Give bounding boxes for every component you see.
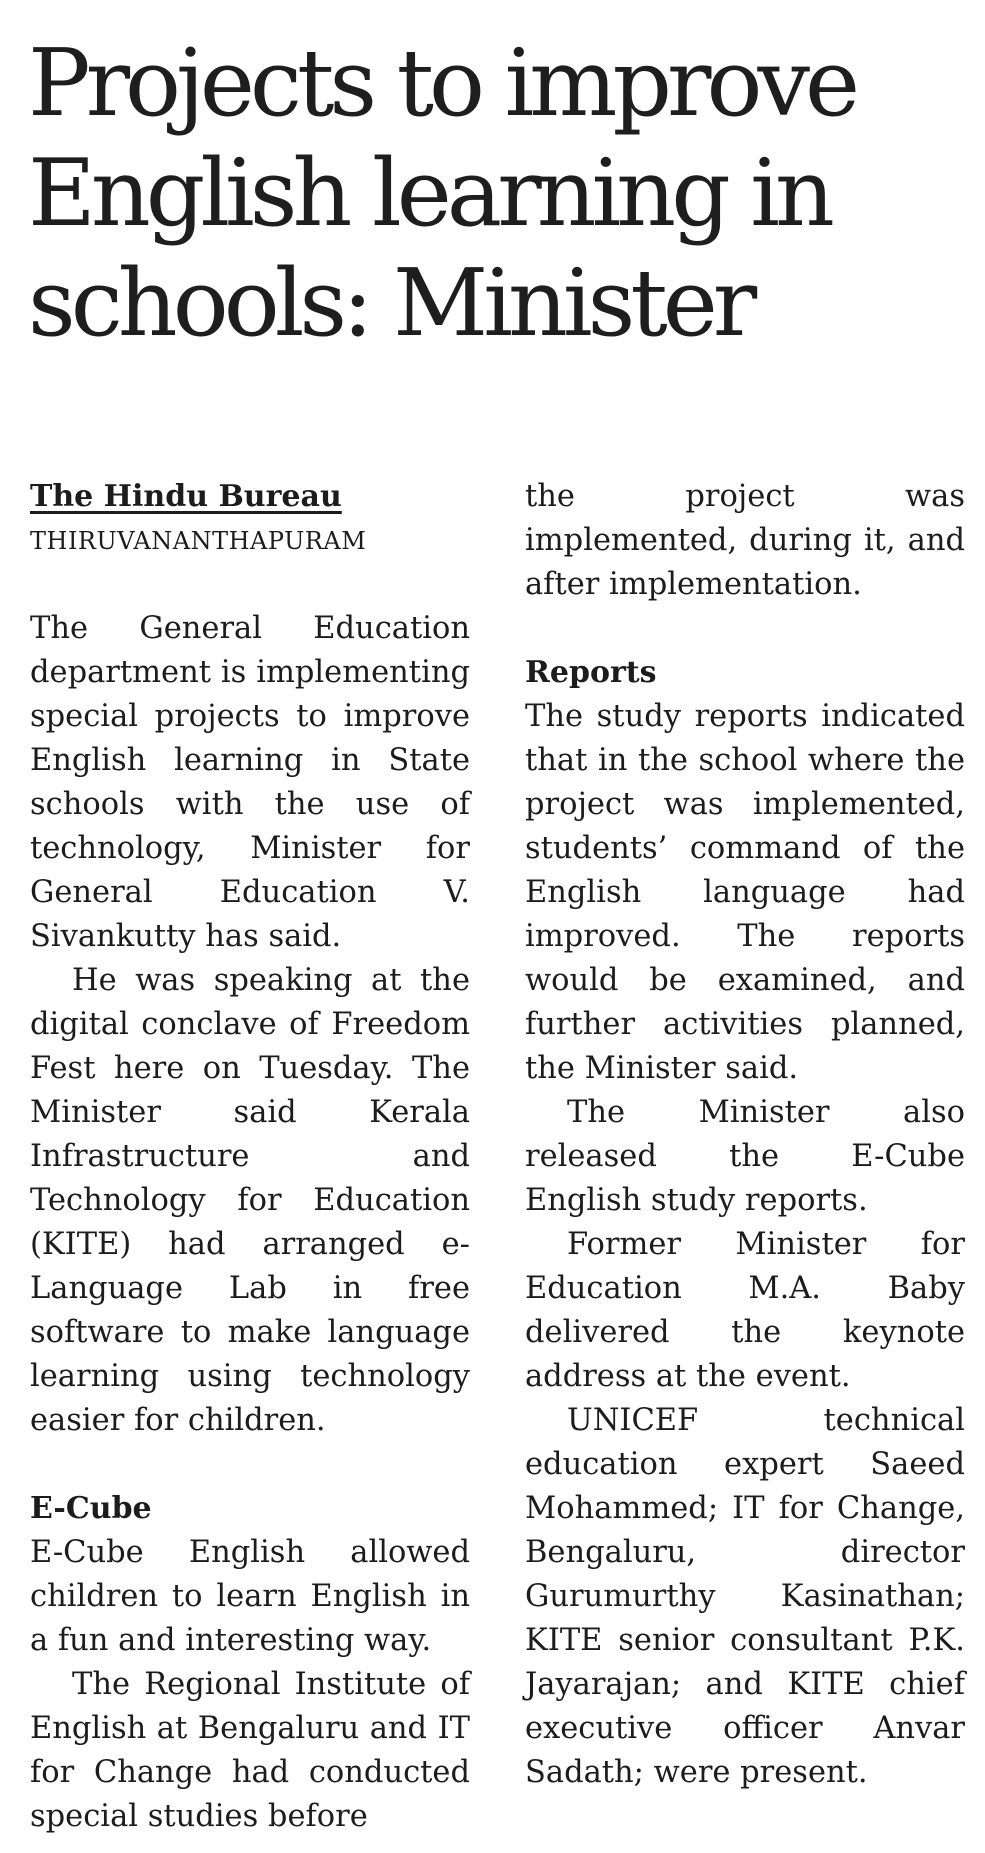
body-paragraph: E-Cube English allowed children to learn English in a fun and interesting way. [30,1535,470,1658]
body-paragraph: The study reports indicated that in the school where the project was implemented, students’ command of the English language had improved. The reports would be examined, and further activities planned, the Minister said. [525,699,965,1086]
headline: Projects to improve English learning in schools: Minister [28,29,856,357]
body-paragraph: the project was implemented, during it, and after implementation. [525,479,965,602]
subheading-e-cube: E-Cube [30,1491,152,1526]
left-column [30,475,470,1839]
body-paragraph: The General Education department is implementing special projects to improve English learning in State schools with the use of technology, Minister for General Education V. Sivankutty has said. [30,611,470,954]
body-paragraph: UNICEF technical education expert Saeed Mohammed; IT for Change, Bengaluru, director Gurumurthy Kasinathan; KITE senior consultant P.K. Jayarajan; and KITE chief executive officer Anvar Sadath; were present. [525,1403,965,1790]
body-paragraph: The Minister also released the E-Cube English study reports. [525,1095,965,1218]
body-paragraph: The Regional Institute of English at Bengaluru and IT for Change had conducted special studies before [30,1667,470,1834]
subheading-reports: Reports [525,655,657,690]
body-paragraph: Former Minister for Education M.A. Baby delivered the keynote address at the event. [525,1227,965,1394]
byline: The Hindu Bureau [30,479,342,514]
dateline: THIRUVANANTHAPURAM [30,527,367,555]
right-column [525,475,965,1795]
body-paragraph: He was speaking at the digital conclave of Freedom Fest here on Tuesday. The Minister said Kerala Infrastructure and Technology for Education (KITE) had arranged e-Language Lab in free software to make language learning using technology easier for children. [30,963,470,1438]
